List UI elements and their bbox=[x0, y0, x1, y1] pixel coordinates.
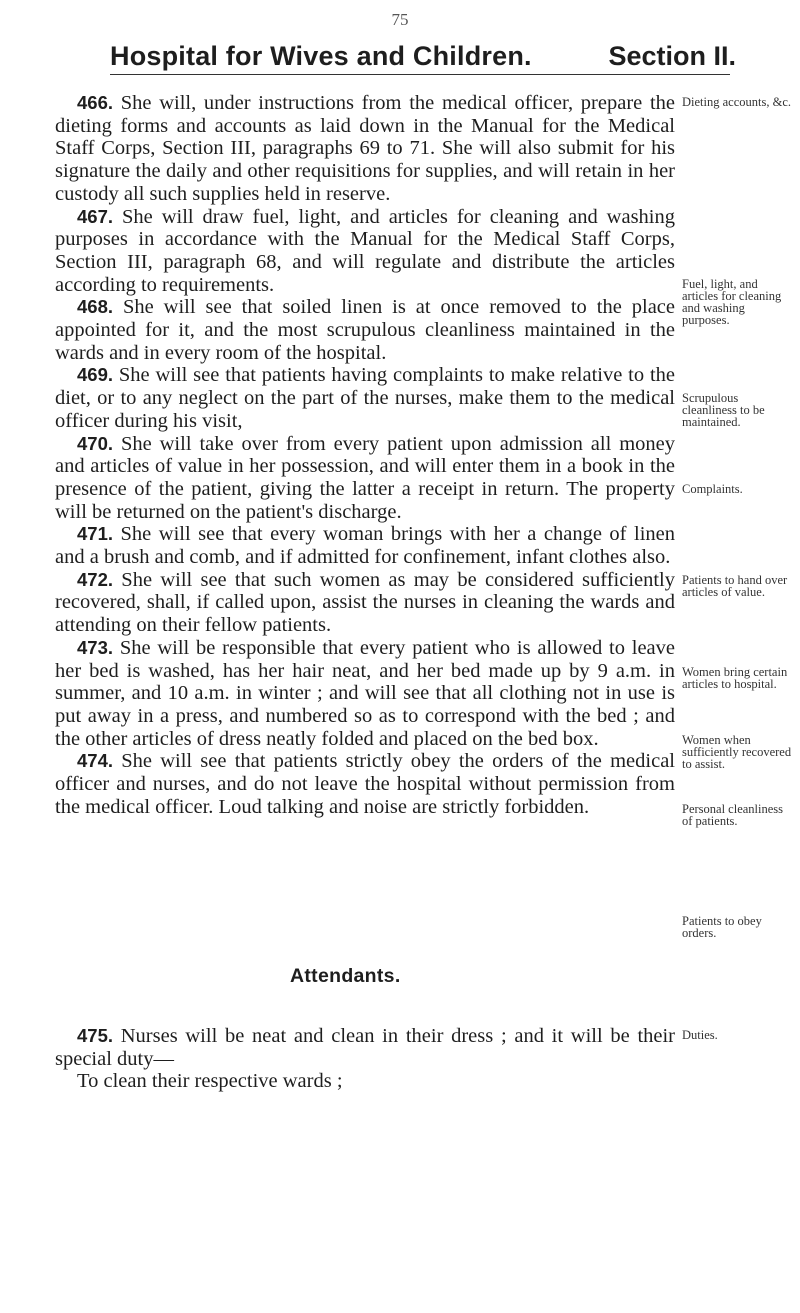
margin-note-fuel: Fuel, light, and articles for cleaning and washing purposes. bbox=[682, 277, 782, 327]
margin-note-women-assist: Women when sufficiently recovered to assist. bbox=[682, 733, 792, 771]
paragraph-number: 471. bbox=[77, 523, 114, 545]
paragraph-466 bbox=[55, 92, 675, 206]
page-number: 75 bbox=[391, 10, 409, 29]
margin-note-duties: Duties. bbox=[682, 1028, 718, 1042]
paragraph-number: 470. bbox=[77, 432, 114, 454]
paragraph-475-continuation: To clean their respective wards ; bbox=[77, 1070, 343, 1093]
paragraph-number: 468. bbox=[77, 296, 114, 318]
paragraph-number: 466. bbox=[77, 92, 114, 113]
paragraph-text: She will see that patients having complaints to make relative to the diet, or to any neglect on the part of the nurses, make them to the medical officer during his visit, bbox=[55, 364, 675, 432]
paragraph-number: 474. bbox=[77, 750, 114, 772]
margin-note-obey-orders: Patients to obey orders. bbox=[682, 914, 762, 940]
paragraph-471 bbox=[55, 523, 675, 568]
paragraph-text: She will, under instructions from the medical officer, prepare the dieting forms and accounts as laid down in the Manual for the Medical Staff Corps, Section III, paragraphs 69 to 71. She will also submit for his signature the daily and other requisitions for supplies, and will retain in her custody all such supplies held in reserve. bbox=[55, 92, 676, 205]
body-text bbox=[55, 92, 675, 819]
paragraph-469 bbox=[55, 364, 675, 432]
paragraph-475-main bbox=[55, 1025, 675, 1070]
paragraph-text: She will see that soiled linen is at once removed to the place appointed for it, and the most scrupulous cleanliness maintained in the wards and in every room of the hospital. bbox=[55, 296, 675, 364]
margin-note-dieting: Dieting accounts, &c. bbox=[682, 95, 791, 109]
paragraph-473 bbox=[55, 637, 675, 751]
running-header bbox=[110, 36, 736, 75]
paragraph-474 bbox=[55, 750, 675, 818]
paragraph-text: She will see that such women as may be considered sufficiently recovered, shall, if called upon, assist the nurses in cleaning the wards and attending on their fellow patients. bbox=[55, 568, 675, 637]
paragraph-text: She will draw fuel, light, and articles for cleaning and washing purposes in accordance with the Manual for the Medical Staff Corps, Section III, paragraph 68, and will regulate and distribute the articles according to requirements. bbox=[55, 205, 675, 296]
paragraph-number: 469. bbox=[77, 364, 114, 386]
paragraph-number: 475. bbox=[77, 1025, 114, 1046]
header-section: Section II. bbox=[608, 41, 736, 71]
margin-note-personal-cleanliness: Personal cleanliness of patients. bbox=[682, 802, 784, 828]
margin-note-cleanliness: Scrupulous cleanliness to be maintained. bbox=[682, 391, 765, 429]
paragraph-number: 467. bbox=[77, 205, 114, 227]
margin-note-articles-of-value: Patients to hand over articles of value. bbox=[682, 573, 788, 599]
paragraph-468 bbox=[55, 296, 675, 364]
paragraph-text: She will see that patients strictly obey the orders of the medical officer and nurses, and do not leave the hospital without permission from the medical officer. Loud talking and noise are strictly forbidden. bbox=[55, 750, 675, 818]
header-title: Hospital for Wives and Children. bbox=[110, 41, 532, 71]
margin-note-women-bring: Women bring certain articles to hospital. bbox=[682, 665, 788, 691]
paragraph-472 bbox=[55, 569, 675, 637]
paragraph-475 bbox=[55, 1025, 675, 1093]
paragraph-text: She will see that every woman brings with her a change of linen and a brush and comb, and if admitted for confinement, infant clothes also. bbox=[55, 523, 675, 569]
paragraph-467 bbox=[55, 206, 675, 297]
section-heading-attendants: Attendants. bbox=[290, 965, 401, 987]
paragraph-number: 472. bbox=[77, 568, 114, 590]
margin-note-complaints: Complaints. bbox=[682, 482, 743, 496]
paragraph-text: She will be responsible that every patient who is allowed to leave her bed is washed, has her hair neat, and her bed made up by 9 a.m. in summer, and 10 a.m. in winter ; and will see that all clothing not in use is put away in a press, and numbered so as to correspond with the bed ; and the other articles of dress neatly folded and placed on the bed box. bbox=[55, 636, 676, 750]
paragraph-number: 473. bbox=[77, 636, 114, 658]
paragraph-470 bbox=[55, 433, 675, 524]
paragraph-text: Nurses will be neat and clean in their dress ; and it will be their special duty— bbox=[55, 1025, 676, 1070]
paragraph-text: She will take over from every patient upon admission all money and articles of value in her possession, and will enter them in a book in the presence of the patient, giving the latter a receipt in return. The property will be returned on the patient's discharge. bbox=[55, 432, 676, 523]
